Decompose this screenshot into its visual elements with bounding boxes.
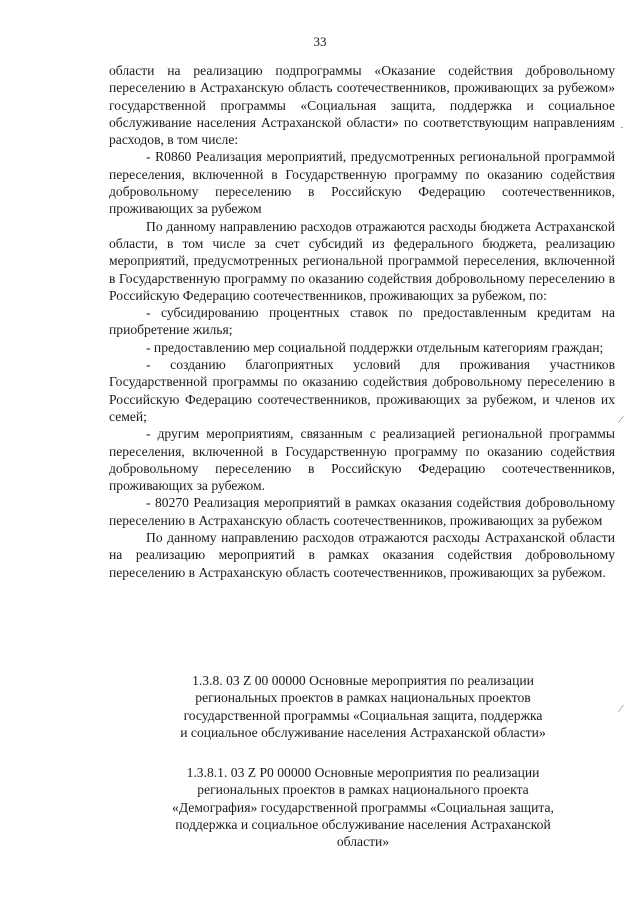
paragraph: - R0860 Реализация мероприятий, предусмотренных региональной программой переселения, включенной в Государственную программу по оказанию содействия добровольному переселению в Российскую Федерацию соотечественников, проживающих за рубежом <box>109 149 615 217</box>
heading-line: «Демография» государственной программы «Социальная защита, <box>172 799 554 815</box>
paragraph: - субсидированию процентных ставок по предоставленным кредитам на приобретение жилья; <box>109 305 615 338</box>
heading-line: 1.3.8.1. 03 Z P0 00000 Основные мероприятия по реализации <box>186 765 540 780</box>
heading-line: государственной программы «Социальная защита, поддержка <box>183 707 543 723</box>
document-body <box>109 62 615 581</box>
paragraph: - предоставлению мер социальной поддержки отдельным категориям граждан; <box>146 339 604 355</box>
paragraph: области на реализацию подпрограммы «Оказание содействия добровольному переселению в Астраханскую область соотечественников, проживающих за рубежом» государственной программы «Социальная защита, поддержка и социальное обслуживание населения Астраханской области» по соответствующим направлениям расходов, в том числе: <box>109 63 615 148</box>
heading-line: 1.3.8. 03 Z 00 00000 Основные мероприятия по реализации <box>192 673 534 688</box>
paragraph: По данному направлению расходов отражаются расходы Астраханской области на реализацию мероприятий в рамках оказания содействия добровольному переселению в Астраханскую область соотечественников, проживающих за рубежом. <box>109 530 615 580</box>
margin-mark: ⁄ <box>620 703 622 715</box>
heading-line: поддержка и социальное обслуживание населения Астраханской <box>175 816 551 832</box>
paragraph: - 80270 Реализация мероприятий в рамках оказания содействия добровольному переселению в Астраханскую область соотечественников, проживающих за рубежом <box>109 495 615 528</box>
paragraph: - другим мероприятиям, связанным с реализацией региональной программы переселения, включенной в Государственную программу по оказанию содействия добровольному переселению в Российскую Федерацию соотечественников, проживающих за рубежом. <box>109 426 615 494</box>
heading-line: и социальное обслуживание населения Астраханской области» <box>180 724 546 740</box>
heading-line: региональных проектов в рамках национальных проектов <box>195 690 531 706</box>
heading-line: региональных проектов в рамках национального проекта <box>197 782 529 798</box>
paragraph: - созданию благоприятных условий для проживания участников Государственной программы по оказанию содействия добровольному переселению в Российскую Федерацию соотечественников, проживающих за рубежом, и членов их семей; <box>109 357 615 424</box>
margin-mark: · <box>620 122 624 134</box>
margin-mark: ⁄ <box>620 414 622 426</box>
section-heading-1-3-8-1 <box>120 764 606 850</box>
section-heading-1-3-8 <box>120 672 606 741</box>
heading-line: области» <box>336 834 390 850</box>
paragraph: По данному направлению расходов отражаются расходы бюджета Астраханской области, в том числе за счет субсидий из федерального бюджета, реализацию мероприятий, предусмотренных региональной программой переселения, включенной в Государственную программу по оказанию содействия добровольному переселению в Российскую Федерацию соотечественников, проживающих за рубежом, по: <box>109 218 615 303</box>
page-number: 33 <box>313 34 327 49</box>
